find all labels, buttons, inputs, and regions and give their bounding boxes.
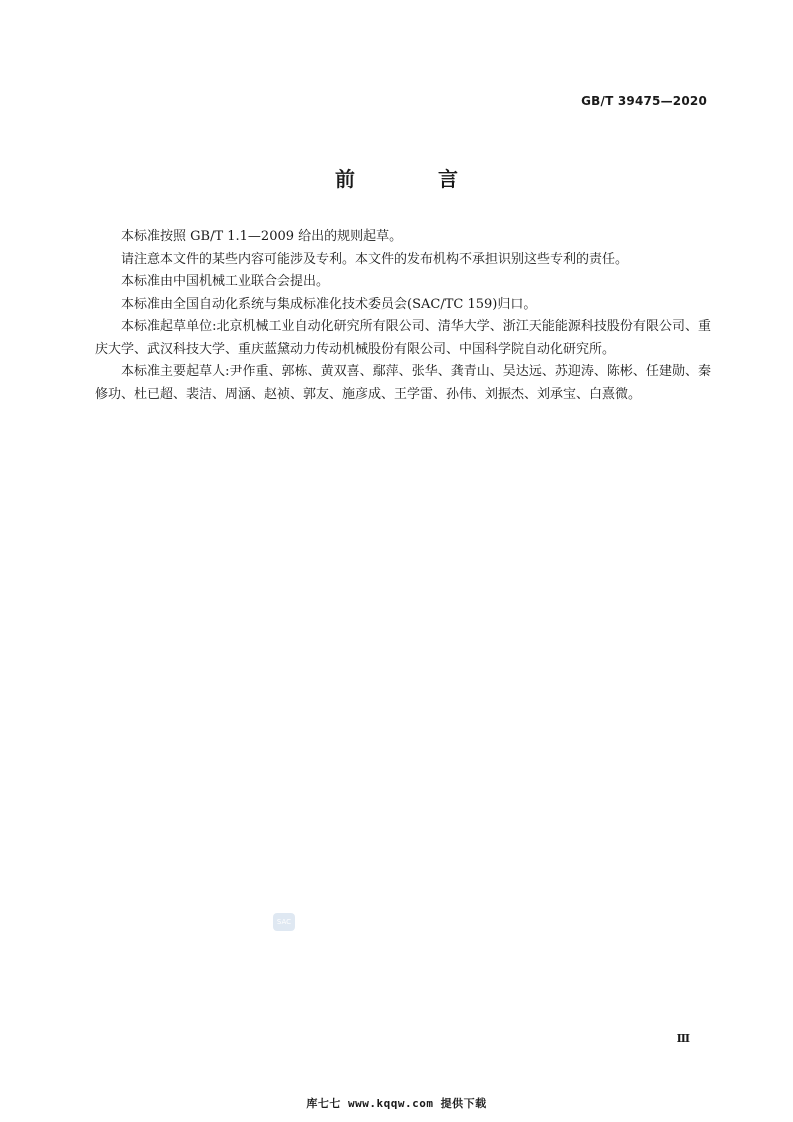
- download-footer: 库七七 www.kqqw.com 提供下载: [306, 1097, 487, 1110]
- paragraph-committee: 本标准由全国自动化系统与集成标准化技术委员会(SAC/TC 159)归口。: [121, 296, 537, 312]
- page-number: Ⅲ: [676, 1032, 690, 1045]
- page-title: 前 言: [335, 167, 496, 191]
- sac-watermark-logo: SAC: [273, 913, 295, 931]
- foreword-body: [95, 226, 711, 406]
- paragraph-patent-notice: 请注意本文件的某些内容可能涉及专利。本文件的发布机构不承担识别这些专利的责任。: [121, 251, 629, 267]
- paragraph-drafting-rules: 本标准按照 GB/T 1.1—2009 给出的规则起草。: [121, 229, 403, 244]
- paragraph-proposer: 本标准由中国机械工业联合会提出。: [121, 274, 330, 289]
- standard-code: GB/T 39475—2020: [581, 94, 707, 108]
- paragraph-drafters: 本标准主要起草人:尹作重、郭栋、黄双喜、鄢萍、张华、龚青山、吴达远、苏迎涛、陈彬、任建勋、秦修功、杜已超、裴洁、周涵、赵祯、郭友、施彦成、王学雷、孙伟、刘振杰、刘承宝、白熹微。: [95, 364, 711, 402]
- paragraph-drafting-units: 本标准起草单位:北京机械工业自动化研究所有限公司、清华大学、浙江天能能源科技股份有限公司、重庆大学、武汉科技大学、重庆蓝黛动力传动机械股份有限公司、中国科学院自动化研究所。: [95, 319, 711, 357]
